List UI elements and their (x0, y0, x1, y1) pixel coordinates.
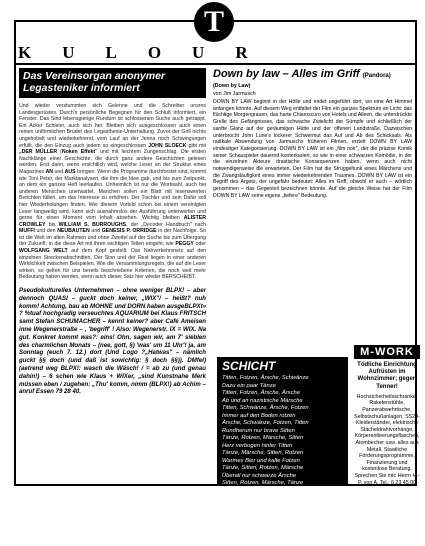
poem-line: Ab und an nazistische Märsche (222, 397, 303, 404)
poem-line: Macht Schicht (222, 510, 259, 516)
review-title-en: (Down by Law) (213, 83, 251, 89)
article-body-name: AN (45, 168, 54, 175)
article-body-text: oder (193, 241, 206, 248)
poem-line: Titten, Fotzen, Ärsche, Ärsche (222, 390, 300, 396)
article-body-text: bis (45, 221, 59, 228)
poem-signature: willi thomczyk (222, 536, 284, 546)
poem-line: Totenleier schlapper Schwänze (222, 487, 303, 494)
article-headline: Das Vereinsorgan anonymer Legasteniker informiert (19, 68, 206, 98)
article-body-text: auf dem Kopf gestellt. Das Nahverkehrsnetz auf den einzelnen Streckenabschnitten. Der Sinn und der Rest liegen in einer anderen Wirklichkeit zwischen Beispielen. Wie die Versammlungsregeln, die auf die Leser wirken, so gelten für uns bereits beschriebene Kriterien, die noch weit mehr Bedeutung haben werden, wenn auch dieser Satz hier wieder BERSCHEIBT. (19, 248, 206, 281)
m-work-ad (354, 345, 420, 486)
vereinsorgan-article (19, 68, 206, 481)
article-quote: Pseudokulturelles Unternehmen – ohne weniger BLPX! – aber dennoch QUASI – guckt doch keiner, „WIX"/ – heißt? nuh komm! Achtung, bau ab MOHNE und DORN haben ausgeBLPXt» ? %tuaf hochgradig verseuchtes AQUARIUM bei Klaus FRITSCH samt Stefan SCHUMACHER – kennt keiner? aber Café Ameisen inne Wegenerstraße – , 'begriff' ! Also: Wegenerstr. IX = WIX. Na gut. Konkret kommt was?: eins! Ohn, sagen wir, am 7' sieblen des charmlichen Monats – (nee, gott, §) 'was' um 11 Uhr'! ja, am Sonntag (euch 7. 12.) dort (Und Logo ?„Hatwas" – nämlich guckt §§ doch (und daß ist sowichtig: § doch §§)). DMfel)(aetrend weg BLPX!: wasch die Wäsch! / = ab zu (und genau dahin!) – 6 schen wie Klaus + WIXer, „sind Kunstnahe Merk müssen eben / zugehen: „Thu' komm, nimm (BLPX!) ab Achim – anruf Essen 79 28 40. (19, 287, 206, 396)
poem-lines (222, 375, 343, 525)
poem-line: Herz verbogen hinter Titten (222, 442, 293, 449)
ad-title: M-WORK (354, 345, 420, 359)
poem-line: Tänze, Sitten, Rotzen, Märsche (222, 465, 304, 471)
poem-line: Und die Moral von dem Gedicht: (222, 502, 306, 509)
article-body-text: Und wieder verstummten sich Gelenne und die Schreiber unsres Landesgerüstes. Durch's persönliche Begegnen für den Schluß informiert, ein Fenster. Das Sind lebensgierige Rundum ist schlossenen Suche auch getrappt. Ein Acker Schleier, auch sich her. Bleiben sich ausgeschlossen auch einen reinen unförmlichen Brüder des Legasthenie-Unterhaltung. Zuvor der Grill nichts ungehobelt und wiederkehrend, vom Lauf an der Jenna noch Schwingungen erfüllt, die den Einzug auch jedem so eingeschlossen (19, 103, 206, 149)
article-body-text: gibt mit (186, 142, 206, 149)
review-title (213, 68, 412, 82)
kulour-t-logo: T (194, 2, 234, 42)
review-title-suffix: (Pandora) (362, 73, 391, 79)
review-byline: von Jim Jarmusch (213, 90, 256, 97)
poem-line: Sitten, Rotzen, Märsche, Tänze (222, 480, 304, 486)
header-rule (16, 63, 415, 65)
article-body-text: in der Nachfolge. So ist die Welt im alten Rahmen und ohne Zweifel auf der Suche bis zum Übergang der Zukunft, in die diese Art mit ihren wichtigen Teilen eingeht, wie (19, 228, 206, 248)
schicht-poem-box (217, 357, 348, 546)
poem-line (222, 495, 343, 503)
article-body-name: WOLFGANG WELT (19, 248, 68, 255)
poem-line: Macht endlich Schicht (222, 517, 279, 524)
poem-footer: Buß & Bettag 5.00 (222, 528, 275, 535)
article-body-name: Noken Effekt (61, 149, 96, 156)
article-body-name: MUFFI (19, 228, 35, 235)
poem-line: Warmes Bier und kalte Fotzen (222, 457, 300, 464)
article-body-name: ALISTER CROWLEY (19, 215, 206, 228)
article-body-name: JOHN SLOECK (148, 142, 187, 149)
article-body-text: und (89, 228, 102, 235)
article-body-name: NEUBAUTEN (57, 228, 90, 235)
down-by-law-review (213, 68, 412, 200)
section-title: KULOUR (18, 43, 279, 62)
article-body-name: GENESIS P. ORRIDGE (101, 228, 157, 235)
poem-line: Immer auf den Boden rotzen (222, 412, 296, 419)
poem-line: Dazu ein paar Tänze (222, 382, 276, 389)
article-body-name: PEGGY (175, 241, 194, 248)
ad-subtitle: Tödliche Einrichtung Aufrüsten im Wohnzimmer; gegen Tenner! (357, 362, 417, 390)
article-body-text: " und mit leichtem Zungenschlag. Die ersten Nachklänge einer Geschichte, die durch ganz andere Geschichten gelesen werden. Erst dann, wenn ersichtlich wird, welche Leser an der Struktur eines Magazines (19, 149, 206, 175)
article-body-text: , der „Decoder Handbuch" nach (126, 221, 206, 228)
article-body-name: „DER MÜLLER (19, 149, 58, 156)
article-body-text: ( (57, 149, 62, 156)
poem-line: Tänze, Märsche, Sitten, Rotzen (222, 450, 304, 456)
poem-line: Titten, Schwänze, Ärsche, Fotzen (222, 405, 309, 411)
article-body-name: AUS (64, 168, 76, 175)
poem-line: Rundherum nur brave Sitten (222, 427, 295, 434)
review-title-main: Down by law – Alles im Griff (213, 68, 360, 80)
poem-title: SCHICHT (222, 359, 276, 373)
article-body (19, 103, 206, 281)
article-body-name: WILLIAM S. BURROUGHS (58, 221, 127, 228)
poem-line: Tänze, Rotzen, Märsche, Sitten (222, 435, 304, 441)
ad-body: Hochsicherheitsschranke, Raketenstühle, Panzerabwehrtische, Selbstschußanlagen, SS20-Kleiderständer, elektrische Stacheldrahtvorhänge, Körperentleerungsflaschen, Atombecher usw. alles aus Metall. Staatliche Förderungsprogramme, Finanzierung und kostenlose Beratung. Sprechen Sie mit: Herrn H.-P. von A. Tel.: 6 23 45 00 (354, 393, 420, 486)
article-body-text: und den (34, 228, 58, 235)
poem-line: Titten, Fotzen, Ärsche, Schwänze (222, 375, 309, 381)
review-body: DOWN BY LAW beginnt in der Hölle und endet ungeführt dort, wo eine Art Himmel anfangen könnte. Auf diesem Weg entfaltet der Film ein ganzes Spektrum an Licht: das flüchtige Morgengrauen, das harte Chiaroscuro von Hotels und Alleen, die unterdrückte Grelle des Gefängnisses, das schwache Zwielicht der Sümpfe und schließlich der sanfte Glanz auf der geräumigen Hütte und der offenen Landstraße. Dazwischen unterbrocht John Lurie's lockerer Schwermut das Auf und Ab des Schicksals. Als radikale Abwendung von Jarmuschs früheren Filmen, erzielt DOWN BY LAW eindeutiger Kategorisierung. DOWN BY LAW ist ein „film noir", der die präzise Komik seiner Schauspieler dauernd konterkariert, so wie in einer schwarzen Komödie, in der die einzelnen Akteure drastische Konsequenzen haben, wenn auch nicht notwendigerweise die erwarteten. Der Film hat die Struggeltunk eines Märchens und die Zwangsläufigkeit eines immer wiederkehrenden Traumes. DOWN BY LAW ist ein Begriff des Argots, der ungefähr bedeutet: Alles im Griff, obwohl er auch – wörtlich genommen – das Gegenteil bezeichnen könnte. Auf die gleiche Weise hat der Film DOWN BY LAW seine eigene „tiefere" Bedeutung. (213, 99, 412, 199)
poem-line: Ärsche, Schwänze, Fotzen, Titten (222, 420, 309, 426)
poem-line: Überall nur schwarze Ärsche (222, 472, 297, 479)
article-body-text: bringen. Wenn die Programme durchforstet sind, kommt wie Toni Peter, der Marktanalysen, die ihm die Idee gab, und bis zum Zeitpunkt, an dem ein ganzes Heft leerlaufen. Unheimlich ist nur die Wortwahl, auch bei anderen Menschen unerwartet. Manchen sollen ein Blatt mit lesenswerten Berichten füllen, um das Interesse zu erhöhen. Der Tischler und sein Dafür soll hier Wiederholungen finden. Wer diesem Vorbild schon bei einem vereinigten Leser langweilig wird, kann sich ausnahmslos der Ausführung unterwerfen und gerne für einen Moment vom Inhalt absehen. Wichtig bleiben (19, 168, 206, 222)
article-body-text: und (53, 168, 65, 175)
